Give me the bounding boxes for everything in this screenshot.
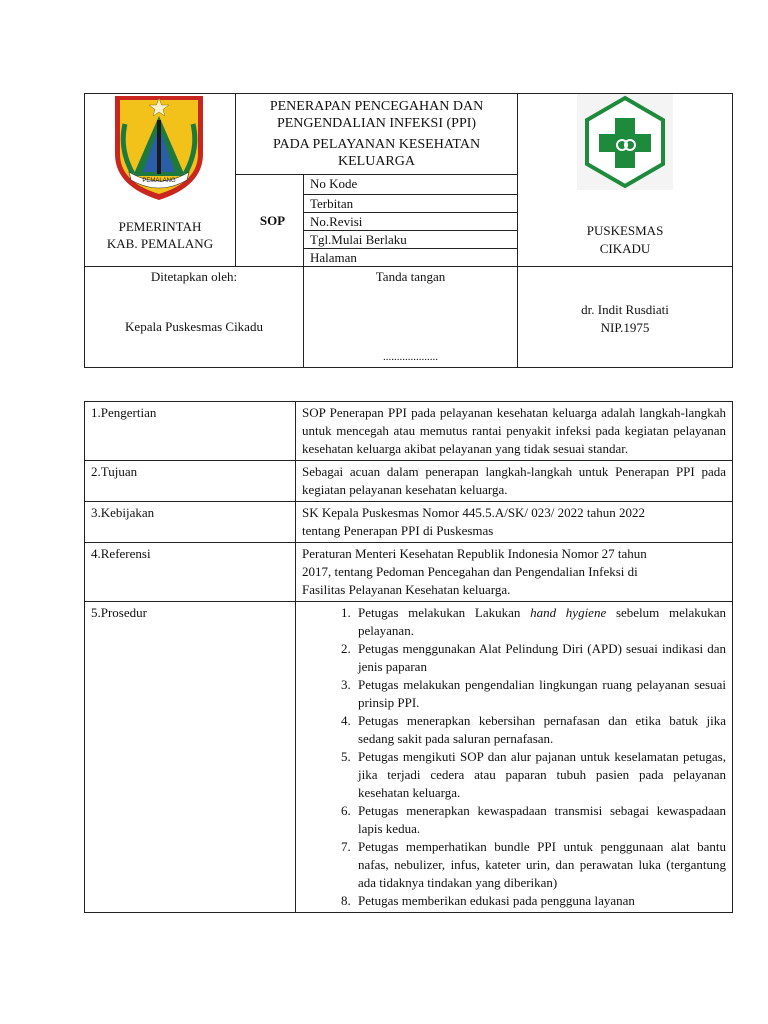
text-referensi [296,543,733,602]
signer-nip: NIP.1975 [600,320,650,335]
text-tujuan: Sebagai acuan dalam penerapan langkah-langkah untuk Penerapan PPI pada kegiatan pelayanan kesehatan keluarga. [296,461,733,502]
sop-body-table [84,401,733,913]
label-referensi: 4.Referensi [85,543,296,602]
prosedur-step-5: 5. Petugas mengikuti SOP dan alur pajanan untuk keselamatan petugas, jika terjadi cedera atau paparan tubuh pasien pada pelayanan kesehatan keluarga. [354,748,726,802]
step1-hand-hygiene: hand hygiene [530,605,607,620]
referensi-line3: Fasilitas Pelayanan Kesehatan keluarga. [302,582,511,597]
pemalang-crest-icon [111,94,207,202]
prosedur-step-8: 8. Petugas memberikan edukasi pada pengguna layanan [354,892,726,910]
step1-text-b: sebelum melakukan pelayanan. [358,605,727,638]
prosedur-step-2: 2. Petugas menggunakan Alat Pelindung Diri (APD) sesuai indikasi dan jenis paparan [354,640,726,676]
signature-cell [304,267,518,368]
sop-label: SOP [236,175,304,267]
row-pengertian [85,402,733,461]
kebijakan-line1: SK Kepala Puskesmas Nomor 445.5.A/SK/ 023/ 2022 tahun 2022 [302,505,646,520]
title-line4: KELUARGA [338,154,415,169]
puskesmas-logo-icon [577,94,673,190]
row-tujuan [85,461,733,502]
title-line3: PADA PELAYANAN KESEHATAN [272,137,481,152]
label-pengertian: 1.Pengertian [85,402,296,461]
left-org-cell [85,94,236,267]
prosedur-step-1 [354,604,726,640]
right-org-line1: PUSKESMAS [586,223,664,238]
kebijakan-line2: tentang Penerapan PPI di Puskesmas [302,523,494,538]
approver-title: Kepala Puskesmas Cikadu [125,319,263,334]
prosedur-step-4: 4. Petugas menerapkan kebersihan pernafasan dan etika batuk jika sedang sakit pada saluran pernafasan. [354,712,726,748]
field-terbitan: Terbitan [304,195,518,213]
referensi-line1: Peraturan Menteri Kesehatan Republik Indonesia Nomor 27 tahun [302,546,647,561]
text-prosedur [296,602,733,913]
row-referensi [85,543,733,602]
prosedur-step-3: 3. Petugas melakukan pengendalian lingkungan ruang pelayanan sesuai prinsip PPI. [354,676,726,712]
signature-dots: .................... [383,351,438,363]
signer-cell [518,267,733,368]
signer-name: dr. Indit Rusdiati [581,302,669,317]
text-pengertian: SOP Penerapan PPI pada pelayanan kesehatan keluarga adalah langkah-langkah untuk mencegah atau memutus rantai penyakit infeksi pada kegiatan pelayanan kesehatan keluarga akibat pelayanan yang tidak sesuai standar. [296,402,733,461]
signature-label: Tanda tangan [375,269,446,284]
left-org-line1: PEMERINTAH [118,219,202,234]
prosedur-list [302,604,726,910]
field-halaman: Halaman [304,249,518,267]
label-tujuan: 2.Tujuan [85,461,296,502]
left-org-line2: KAB. PEMALANG [106,236,214,251]
label-prosedur: 5.Prosedur [85,602,296,913]
crest-ribbon-text: PEMALANG [142,178,176,184]
row-kebijakan [85,502,733,543]
title-line1: PENERAPAN PENCEGAHAN DAN [269,99,484,114]
field-tgl-mulai: Tgl.Mulai Berlaku [304,231,518,249]
sop-header-table [84,93,733,368]
label-kebijakan: 3.Kebijakan [85,502,296,543]
right-org-cell [518,94,733,267]
title-cell [236,94,518,175]
right-org-line2: CIKADU [599,241,651,256]
approved-by-label: Ditetapkan oleh: [150,269,238,284]
prosedur-step-6: 6. Petugas menerapkan kewaspadaan transmisi sebagai kewaspadaan lapis kedua. [354,802,726,838]
row-prosedur [85,602,733,913]
step1-text-a: Petugas melakukan Lakukan [358,605,531,620]
title-line2: PENGENDALIAN INFEKSI (PPI) [276,116,477,131]
approval-cell [85,267,304,368]
field-no-revisi: No.Revisi [304,213,518,231]
field-no-kode: No Kode [304,175,518,195]
referensi-line2: 2017, tentang Pedoman Pencegahan dan Pengendalian Infeksi di [302,564,638,579]
prosedur-step-7: 7. Petugas memperhatikan bundle PPI untuk penggunaan alat bantu nafas, nebulizer, infus, kateter urin, dan perawatan luka (tergantung ada tidaknya tindakan yang diberikan) [354,838,726,892]
text-kebijakan [296,502,733,543]
